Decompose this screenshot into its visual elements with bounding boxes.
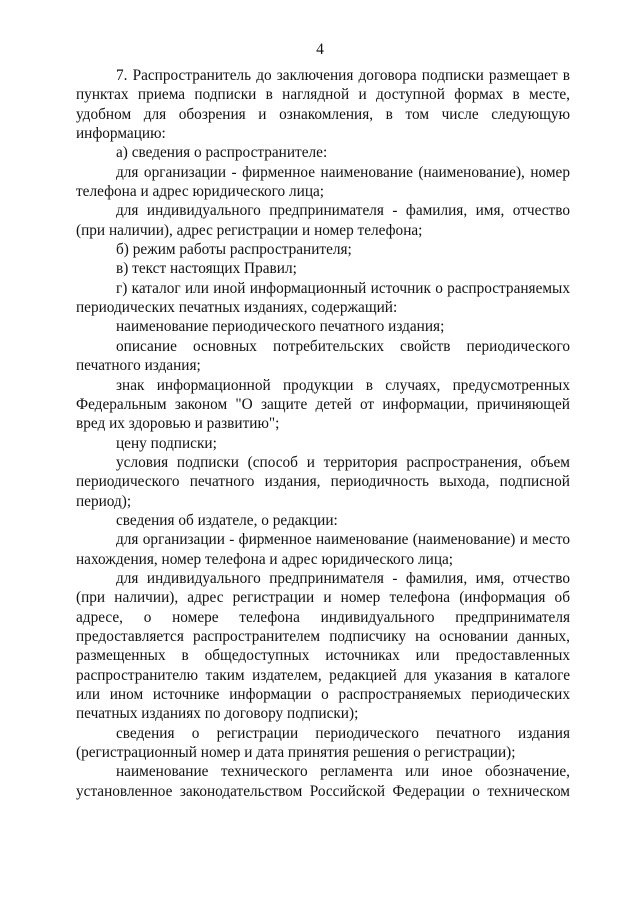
paragraph: для организации - фирменное наименование (наименование) и место нахождения, номер телефона и адрес юридического лица; <box>76 531 570 568</box>
paragraph: наименование периодического печатного издания; <box>116 318 445 336</box>
paragraph: условия подписки (способ и территория распространения, объем периодического печатного издания, периодичность выхода, подписной период); <box>76 453 570 510</box>
document-body <box>76 66 570 801</box>
paragraph: знак информационной продукции в случаях, предусмотренных Федеральным законом "О защите детей от информации, причиняющей вред их здоровью и развитию"; <box>76 376 570 433</box>
paragraph: а) сведения о распространителе: <box>116 144 328 162</box>
page-number: 4 <box>316 41 324 58</box>
paragraph: наименование технического регламента или иное обозначение, установленное законодательством Российской Федерации о техническом <box>76 763 570 800</box>
paragraph: 7. Распространитель до заключения договора подписки размещает в пунктах приема подписки в наглядной и доступной формах в месте, удобном для обозрения и ознакомления, в том числе следующую информацию: <box>76 67 570 143</box>
paragraph: сведения об издателе, о редакции: <box>116 511 338 529</box>
paragraph: для индивидуального предпринимателя - фамилия, имя, отчество (при наличии), адрес регистрации и номер телефона (информация об адресе, о номере телефона индивидуального предпринимателя предоставляется распространителем подписчику на основании данных, размещенных в общедоступных источниках или предоставленных распространителю таким издателем, редакцией для указания в каталоге или ином источнике информации о распространяемых периодических печатных изданиях по договору подписки); <box>76 569 570 723</box>
paragraph: описание основных потребительских свойств периодического печатного издания; <box>76 337 570 375</box>
paragraph: для организации - фирменное наименование (наименование), номер телефона и адрес юридического лица; <box>76 163 570 201</box>
paragraph: б) режим работы распространителя; <box>116 241 352 259</box>
paragraph: в) текст настоящих Правил; <box>116 260 297 278</box>
paragraph: сведения о регистрации периодического печатного издания (регистрационный номер и дата принятия решения о регистрации); <box>76 724 570 762</box>
paragraph: для индивидуального предпринимателя - фамилия, имя, отчество (при наличии), адрес регистрации и номер телефона; <box>76 202 570 239</box>
paragraph: г) каталог или иной информационный источник о распространяемых периодических печатных изданиях, содержащий: <box>76 279 570 317</box>
paragraph: цену подписки; <box>116 434 217 452</box>
